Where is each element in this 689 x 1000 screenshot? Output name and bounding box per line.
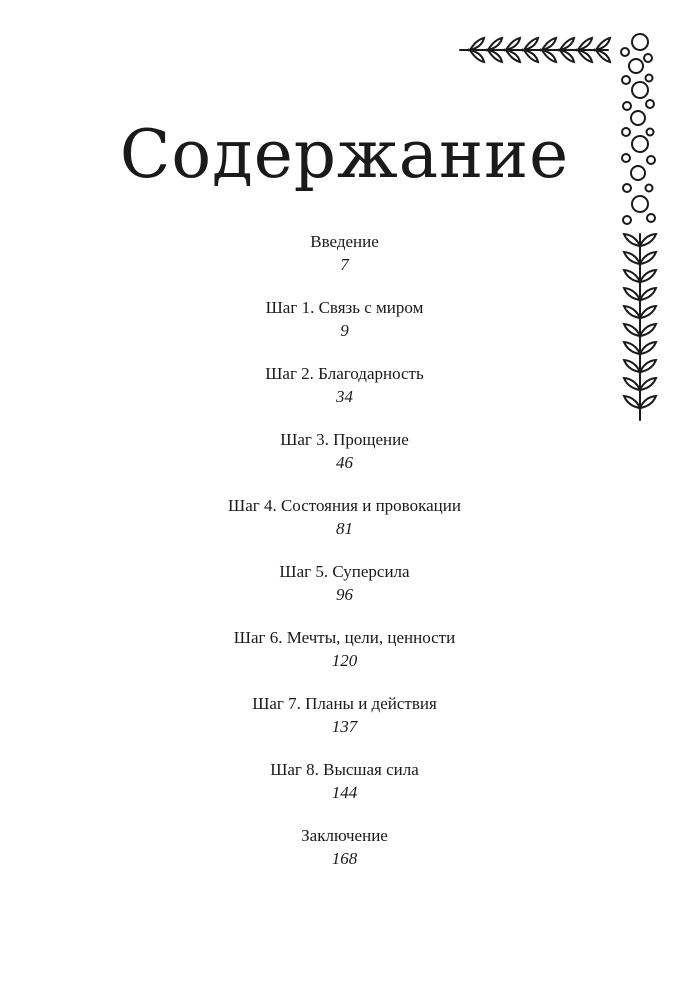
toc-entry[interactable] [0, 628, 689, 694]
toc-entry-page: 120 [331, 651, 358, 670]
toc-entry-page: 9 [340, 321, 349, 340]
toc-entry-page: 137 [331, 717, 358, 736]
toc-entry-title: Шаг 7. Планы и действия [252, 694, 437, 713]
toc-entry-title: Шаг 5. Суперсила [279, 562, 410, 581]
toc-entry[interactable] [0, 694, 689, 760]
toc-entry-title: Шаг 6. Мечты, цели, ценности [233, 628, 456, 647]
toc-entry[interactable] [0, 298, 689, 364]
toc-entry-page: 46 [336, 453, 353, 472]
toc-entry-page: 81 [336, 519, 353, 538]
toc-entry[interactable] [0, 826, 689, 892]
toc-entry[interactable] [0, 430, 689, 496]
page-title: Содержание [119, 116, 570, 194]
toc-entry-title: Введение [310, 232, 379, 251]
toc-entry[interactable] [0, 496, 689, 562]
toc-entry-page: 96 [336, 585, 353, 604]
toc-entry-title: Заключение [301, 826, 388, 845]
toc-entry-page: 7 [340, 255, 349, 274]
toc-entry-title: Шаг 4. Состояния и провокации [228, 496, 461, 515]
toc-entry-title: Шаг 1. Связь с миром [265, 298, 424, 317]
toc-entry-title: Шаг 3. Прощение [280, 430, 409, 449]
toc-entry-page: 168 [331, 849, 358, 868]
table-of-contents [0, 232, 689, 892]
toc-entry-page: 34 [336, 387, 353, 406]
toc-entry[interactable] [0, 760, 689, 826]
toc-entry-page: 144 [331, 783, 358, 802]
toc-entry[interactable] [0, 232, 689, 298]
toc-entry-title: Шаг 2. Благодарность [265, 364, 424, 383]
toc-entry[interactable] [0, 562, 689, 628]
toc-entry[interactable] [0, 364, 689, 430]
toc-entry-title: Шаг 8. Высшая сила [270, 760, 419, 779]
